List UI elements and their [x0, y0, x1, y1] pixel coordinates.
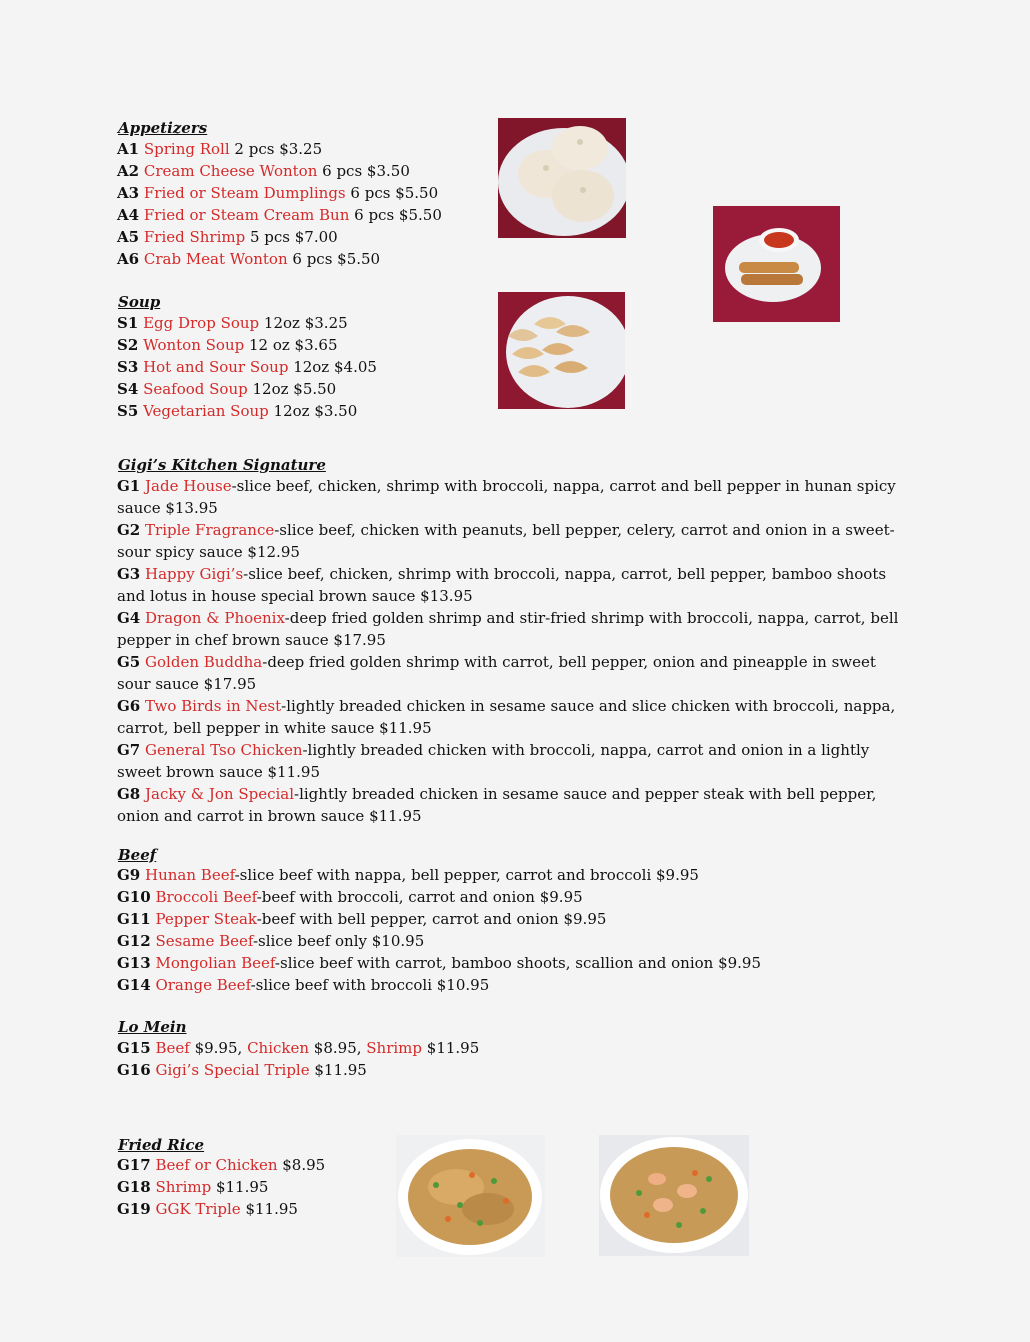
lo-mein-list: [117, 1037, 479, 1081]
item-name: Jade House: [145, 477, 232, 495]
menu-item: [117, 204, 442, 226]
menu-item: [117, 334, 377, 356]
item-code: G3: [117, 565, 141, 583]
item-detail: -slice beef, chicken with peanuts, bell pepper, celery, carrot and onion in a sweet-sour spicy sauce $12.95: [117, 521, 895, 561]
menu-item: [117, 1176, 325, 1198]
menu-item: [117, 1059, 479, 1081]
item-detail: 12oz $4.05: [288, 358, 377, 376]
menu-item: [117, 1154, 325, 1176]
signature-heading: Gigi’s Kitchen Signature: [118, 456, 326, 474]
item-detail: -slice beef with nappa, bell pepper, carrot and broccoli $9.95: [234, 866, 699, 884]
menu-item: [117, 783, 912, 827]
item-name: Hot and Sour Soup: [143, 358, 289, 376]
item-code: G11: [117, 910, 151, 928]
item-name: Fried Shrimp: [143, 228, 246, 246]
item-detail: 6 pcs $5.50: [349, 206, 442, 224]
beef-list: [117, 864, 761, 996]
item-detail: 5 pcs $7.00: [245, 228, 338, 246]
item-detail: 2 pcs $3.25: [229, 140, 323, 158]
item-code: G8: [117, 785, 141, 803]
spring-rolls-photo: [713, 206, 840, 322]
item-detail: 12 oz $3.65: [244, 336, 338, 354]
item-name: Sesame Beef: [155, 932, 253, 950]
item-code: G19: [117, 1200, 151, 1218]
item-code: G13: [117, 954, 151, 972]
menu-item: [117, 1198, 325, 1220]
menu-item: [117, 739, 912, 783]
menu-item: [117, 974, 761, 996]
menu-item: [117, 519, 912, 563]
item-detail: -deep fried golden shrimp with carrot, bell pepper, onion and pineapple in sweet sour sauce $17.95: [117, 653, 876, 693]
item-code: G12: [117, 932, 151, 950]
item-detail: $8.95,: [309, 1039, 367, 1057]
menu-item: [117, 356, 377, 378]
fried-rice-photo-2: [599, 1135, 749, 1256]
item-detail: $11.95: [211, 1178, 269, 1196]
item-code: G15: [117, 1039, 151, 1057]
fried-rice-photo-1: [396, 1135, 545, 1257]
lo-mein-heading: Lo Mein: [118, 1018, 187, 1036]
item-detail: -beef with bell pepper, carrot and onion $9.95: [256, 910, 607, 928]
item-code: S5: [117, 402, 139, 420]
item-detail: $11.95: [240, 1200, 298, 1218]
item-name: Shrimp: [366, 1039, 423, 1057]
item-name: Broccoli Beef: [155, 888, 257, 906]
item-code: A5: [117, 228, 140, 246]
item-name: Seafood Soup: [143, 380, 248, 398]
item-code: A3: [117, 184, 140, 202]
menu-item: [117, 160, 442, 182]
menu-item: [117, 475, 912, 519]
menu-item: [117, 182, 442, 204]
soup-heading: Soup: [118, 293, 161, 311]
steamed-buns-photo: [498, 118, 626, 238]
item-code: G16: [117, 1061, 151, 1079]
item-detail: -deep fried golden shrimp and stir-fried shrimp with broccoli, nappa, carrot, bell pepper in chef brown sauce $17.95: [117, 609, 899, 649]
item-name: Egg Drop Soup: [143, 314, 260, 332]
item-code: G9: [117, 866, 141, 884]
item-code: A1: [117, 140, 140, 158]
fried-rice-heading: Fried Rice: [118, 1136, 205, 1154]
item-code: G10: [117, 888, 151, 906]
item-code: S3: [117, 358, 139, 376]
item-name: Triple Fragrance: [145, 521, 275, 539]
item-name: Beef: [155, 1039, 190, 1057]
item-detail: 6 pcs $3.50: [317, 162, 410, 180]
item-name: Hunan Beef: [145, 866, 235, 884]
menu-item: [117, 607, 912, 651]
item-code: G7: [117, 741, 141, 759]
fried-rice-list: [117, 1154, 325, 1220]
beef-heading: Beef: [118, 846, 157, 864]
item-name: Jacky & Jon Special: [145, 785, 295, 803]
item-name: Orange Beef: [155, 976, 251, 994]
item-detail: -lightly breaded chicken in sesame sauce and pepper steak with bell pepper, onion and carrot in brown sauce $11.95: [117, 785, 877, 825]
item-name: General Tso Chicken: [145, 741, 303, 759]
item-detail: -slice beef, chicken, shrimp with broccoli, nappa, carrot and bell pepper in hunan spicy sauce $13.95: [117, 477, 896, 517]
item-detail: $8.95: [277, 1156, 326, 1174]
menu-item: [117, 908, 761, 930]
menu-item: [117, 400, 377, 422]
item-code: S2: [117, 336, 139, 354]
item-code: G4: [117, 609, 141, 627]
item-code: A6: [117, 250, 140, 268]
signature-list: [117, 475, 912, 827]
item-detail: 12oz $3.50: [268, 402, 358, 420]
item-detail: 6 pcs $5.50: [345, 184, 439, 202]
item-detail: 12oz $5.50: [247, 380, 337, 398]
item-name: Cream Cheese Wonton: [143, 162, 318, 180]
menu-item: [117, 695, 912, 739]
item-detail: $11.95: [422, 1039, 480, 1057]
item-code: G18: [117, 1178, 151, 1196]
item-code: G2: [117, 521, 141, 539]
item-name: Crab Meat Wonton: [143, 250, 288, 268]
item-code: A2: [117, 162, 140, 180]
appetizers-list: [117, 138, 442, 270]
item-detail: -beef with broccoli, carrot and onion $9.95: [256, 888, 583, 906]
item-code: S1: [117, 314, 139, 332]
item-detail: -slice beef with broccoli $10.95: [250, 976, 490, 994]
menu-item: [117, 1037, 479, 1059]
item-detail: 12oz $3.25: [259, 314, 348, 332]
item-code: G17: [117, 1156, 151, 1174]
menu-item: [117, 952, 761, 974]
item-code: G1: [117, 477, 141, 495]
menu-item: [117, 226, 442, 248]
item-detail: $11.95: [309, 1061, 367, 1079]
item-name: Spring Roll: [143, 140, 230, 158]
item-name: Dragon & Phoenix: [145, 609, 285, 627]
item-detail: -slice beef, chicken, shrimp with broccoli, nappa, carrot, bell pepper, bamboo shoots and lotus in house special brown sauce $13.95: [117, 565, 887, 605]
item-name: Chicken: [247, 1039, 310, 1057]
item-name: Golden Buddha: [145, 653, 263, 671]
item-detail: -slice beef with carrot, bamboo shoots, scallion and onion $9.95: [274, 954, 762, 972]
item-detail: -slice beef only $10.95: [252, 932, 425, 950]
menu-item: [117, 651, 912, 695]
item-name: Pepper Steak: [155, 910, 257, 928]
menu-item: [117, 378, 377, 400]
menu-item: [117, 930, 761, 952]
menu-item: [117, 248, 442, 270]
item-code: G5: [117, 653, 141, 671]
menu-item: [117, 563, 912, 607]
item-name: Shrimp: [155, 1178, 212, 1196]
menu-item: [117, 886, 761, 908]
item-name: Fried or Steam Dumplings: [143, 184, 346, 202]
appetizers-heading: Appetizers: [118, 119, 208, 137]
item-name: Fried or Steam Cream Bun: [143, 206, 350, 224]
item-name: Vegetarian Soup: [143, 402, 269, 420]
item-code: G6: [117, 697, 141, 715]
item-detail: $9.95,: [189, 1039, 248, 1057]
item-name: Beef or Chicken: [155, 1156, 278, 1174]
item-code: A4: [117, 206, 140, 224]
item-code: S4: [117, 380, 139, 398]
item-detail: 6 pcs $5.50: [287, 250, 381, 268]
soup-list: [117, 312, 377, 422]
item-detail: -lightly breaded chicken with broccoli, nappa, carrot and onion in a lightly sweet brown sauce $11.95: [117, 741, 870, 781]
item-name: GGK Triple: [155, 1200, 241, 1218]
item-name: Wonton Soup: [143, 336, 245, 354]
item-name: Two Birds in Nest: [145, 697, 282, 715]
menu-item: [117, 138, 442, 160]
menu-item: [117, 864, 761, 886]
item-name: Gigi’s Special Triple: [155, 1061, 310, 1079]
item-name: Happy Gigi’s: [145, 565, 244, 583]
fried-dumplings-photo: [498, 292, 625, 409]
item-detail: -lightly breaded chicken in sesame sauce and slice chicken with broccoli, nappa, carrot, bell pepper in white sauce $11.95: [117, 697, 896, 737]
item-name: Mongolian Beef: [155, 954, 275, 972]
item-code: G14: [117, 976, 151, 994]
menu-item: [117, 312, 377, 334]
